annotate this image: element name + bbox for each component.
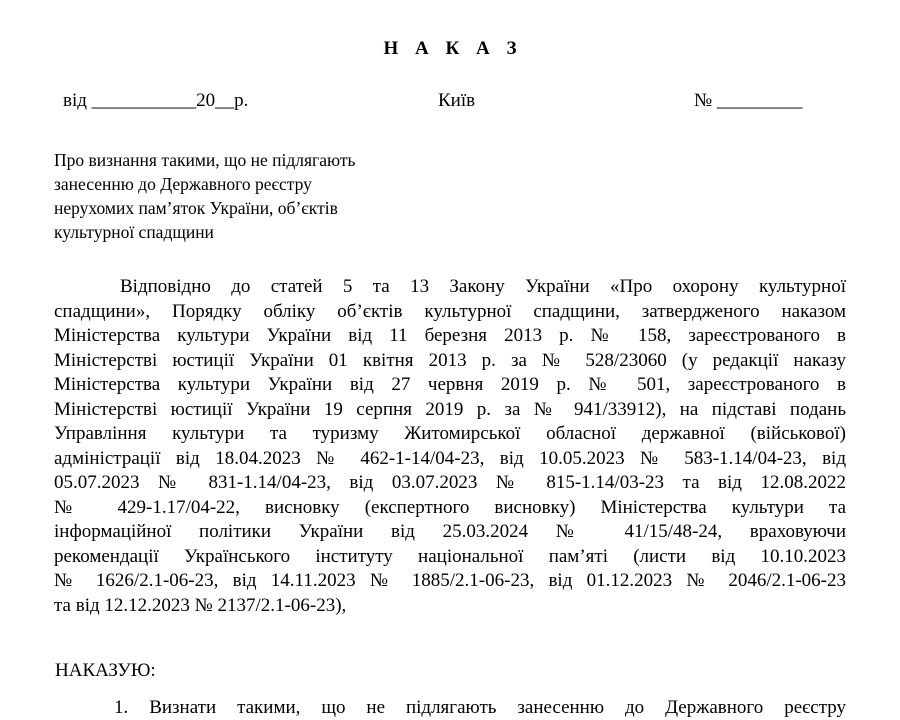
subject-line: Про визнання такими, що не підлягають <box>54 150 356 170</box>
paragraph-line: спадщини», Порядку обліку об’єктів культурної спадщини, затвердженого наказом <box>54 300 846 322</box>
preamble-paragraph <box>54 275 846 618</box>
subject-line: нерухомих пам’яток України, об’єктів <box>54 198 338 218</box>
date-field: від ___________20__р. <box>63 90 249 111</box>
order-item-1: 1. Визнати такими, що не підлягають занесенню до Державного реєстру <box>114 697 846 718</box>
order-number-field: № _________ <box>694 90 803 111</box>
paragraph-line: адміністрації від 18.04.2023 № 462-1-14/04-23, від 10.05.2023 № 583-1.14/04-23, від <box>54 447 846 469</box>
paragraph-line: та від 12.12.2023 № 2137/2.1-06-23), <box>54 594 347 616</box>
subject-line: культурної спадщини <box>54 222 214 242</box>
paragraph-line: Міністерстві юстиції України 01 квітня 2013 р. за № 528/23060 (у редакції наказу <box>54 349 846 371</box>
document-meta-row <box>0 90 900 114</box>
city-name: Київ <box>438 90 476 111</box>
paragraph-line: № 429-1.17/04-22, висновку (експертного висновку) Міністерства культури та <box>54 496 846 518</box>
paragraph-line: Відповідно до статей 5 та 13 Закону України «Про охорону культурної <box>120 276 846 297</box>
document-title: Н А К А З <box>383 38 523 59</box>
paragraph-line: 05.07.2023 № 831-1.14/04-23, від 03.07.2023 № 815-1.14/03-23 та від 12.08.2022 <box>54 472 846 493</box>
paragraph-line: Міністерстві юстиції України 19 серпня 2019 р. за № 941/33912), на підставі подань <box>54 398 846 420</box>
order-heading: НАКАЗУЮ: <box>55 660 156 681</box>
subject-line: занесенню до Державного реєстру <box>54 174 312 194</box>
paragraph-line: Міністерства культури України від 27 червня 2019 р. № 501, зареєстрованого в <box>54 374 846 395</box>
paragraph-line: інформаційної політики України від 25.03.2024 № 41/15/48-24, враховуючи <box>54 521 846 542</box>
paragraph-line: рекомендації Українського інституту національної пам’яті (листи від 10.10.2023 <box>54 545 846 567</box>
paragraph-line: Управління культури та туризму Житомирської обласної державної (військової) <box>54 423 846 444</box>
document-subject <box>54 148 414 244</box>
paragraph-line: № 1626/2.1-06-23, від 14.11.2023 № 1885/2.1-06-23, від 01.12.2023 № 2046/2.1-06-23 <box>54 570 846 591</box>
paragraph-line: Міністерства культури України від 11 березня 2013 р. № 158, зареєстрованого в <box>54 325 846 346</box>
